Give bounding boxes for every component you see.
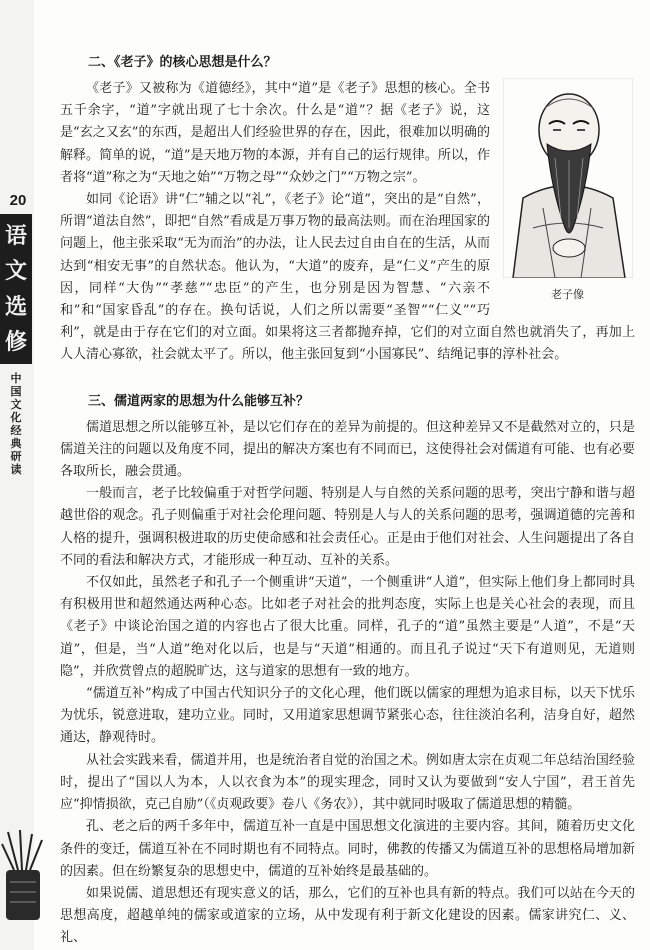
- section-heading: 三、儒道两家的思想为什么能够互补？: [88, 393, 310, 409]
- page-content: [60, 52, 635, 950]
- series-title-char: 典: [10, 437, 22, 450]
- page-number: 20: [9, 192, 27, 209]
- paragraph: 孔、老之后的两千多年中，儒道互补一直是中国思想文化演进的主要内容。其间，随着历史文化条件的变迁，儒道互补在不同时期也有不同特点。同时，佛教的传播又为儒道互补的思想格局增加新的因素。但在纷繁复杂的思想史中，儒道的互补始终是最基础的。: [60, 819, 635, 879]
- series-title-char: 研: [10, 450, 22, 463]
- brush-pot-illustration: [0, 830, 46, 925]
- paragraph: 不仅如此，虽然老子和孔子一个侧重讲“天道”，一个侧重讲“人道”，但实际上他们身上都同时具有积极用世和超然通达两种心态。比如老子对社会的批判态度，实际上也是关心社会的表现，而且《老子》中谈论治国之道的内容也占了很大比重。同样，孔子的“道”虽然主要是“人道”，不是“天道”，但是，当“人道”绝对化以后，也是与“天道”相通的。而且孔子说过“天下有道则见，无道则隐”，并欣赏曾点的超脱旷达，这与道家的思想有一致的地方。: [60, 575, 635, 679]
- section-heading: 二、《老子》的核心思想是什么？: [88, 55, 277, 70]
- paragraph: 从社会实践来看，儒道并用，也是统治者自觉的治国之术。例如唐太宗在贞观二年总结治国经验时，提出了“国以人为本，人以衣食为本”的现实理念，同时又认为要做到“安人宁国”，君王首先应“抑情损欲，克己自励”（《贞观政要》卷八《务农》），其中就同时吸取了儒道思想的精髓。: [60, 752, 635, 813]
- figure-caption: 老子像: [551, 288, 584, 301]
- series-title-char: 经: [10, 424, 22, 437]
- paragraph: 一般而言，老子比较偏重于对哲学问题、特别是人与自然的关系问题的思考，突出宁静和谐与超越世俗的观念。孔子则偏重于对社会伦理问题、特别是人与人的关系问题的思考，强调道德的完善和人格的提升，强调积极进取的历史使命感和社会责任心。正是由于他们对社会、人生问题提出了各自不同的看法和解决方式，才能形成一种互动、互补的关系。: [60, 486, 635, 568]
- series-title-char: 文: [10, 398, 22, 411]
- series-title-char: 读: [10, 463, 22, 476]
- paragraph: 如同《论语》讲“仁”辅之以“礼”，《老子》论“道”，突出的是“自然”，所谓“道法自然”，即把“自然”看成是万事万物的最高法则。而在治理国家的问题上，他主张采取“无为而治”的办法，让人民去过自由自在的生活，从而达到“相安无事”的自然状态。他认为，“大道”的废弃，是“仁义”产生的原因，同样“大伪”“孝慈”“忠臣”的产生，也分别是因为智慧、“六亲不和”和“国家昏乱”的存在。换句话说，人们之所以需要“圣智”“仁义”“巧利”，就是由于存在它们的对立面。如果将这三者都抛弃掉，它们的对立面自然也就消失了，再加上人人清心寡欲，社会就太平了。所以，他主张回复到“小国寡民”、结绳记事的淳朴社会。: [60, 192, 635, 363]
- series-title-char: 国: [10, 385, 22, 398]
- side-tab-char: 文: [4, 258, 27, 285]
- paragraph: 如果说儒、道思想还有现实意义的话，那么，它们的互补也具有新的特点。我们可以站在今天的思想高度，超越单纯的儒家或道家的立场，从中发现有利于新文化建设的因素。儒家讲究仁、义、礼、: [60, 885, 635, 946]
- series-title-vertical: [4, 372, 28, 476]
- side-tab-title: [0, 214, 32, 364]
- paragraph: 《老子》又被称为《道德经》，其中“道”是《老子》思想的核心。全书五千余字，“道”字就出现了七十余次。什么是“道”？据《老子》说，这是“玄之又玄”的东西，是超出人们经验世界的存在，因此，很难加以明确的解释。简单的说，“道”是天地万物的本源，并有自己的运行规律。所以，作者将“道”称之为“天地之始”“万物之母”“众妙之门”“万物之宗”。: [60, 81, 490, 185]
- side-tab-char: 语: [4, 222, 27, 249]
- paragraph: “儒道互补”构成了中国古代知识分子的文化心理，他们既以儒家的理想为追求目标，以天下忧乐为忧乐，锐意进取，建功立业。同时，又用道家思想调节紧张心态，往往淡泊名利，洁身自好，超然通达，静观待时。: [60, 686, 635, 746]
- paragraph: 儒道思想之所以能够互补，是以它们存在的差异为前提的。但这种差异又不是截然对立的，只是儒道关注的问题以及角度不同，提出的解决方案也有不同而已，这使得社会对儒道有可能、也有必要各取所长，融会贯通。: [60, 419, 635, 480]
- laozi-portrait-image: [503, 78, 633, 278]
- series-title-char: 化: [10, 411, 22, 424]
- series-title-char: 中: [10, 372, 22, 385]
- laozi-figure: [500, 78, 635, 308]
- side-tab-char: 修: [4, 329, 27, 356]
- side-tab-char: 选: [4, 293, 27, 320]
